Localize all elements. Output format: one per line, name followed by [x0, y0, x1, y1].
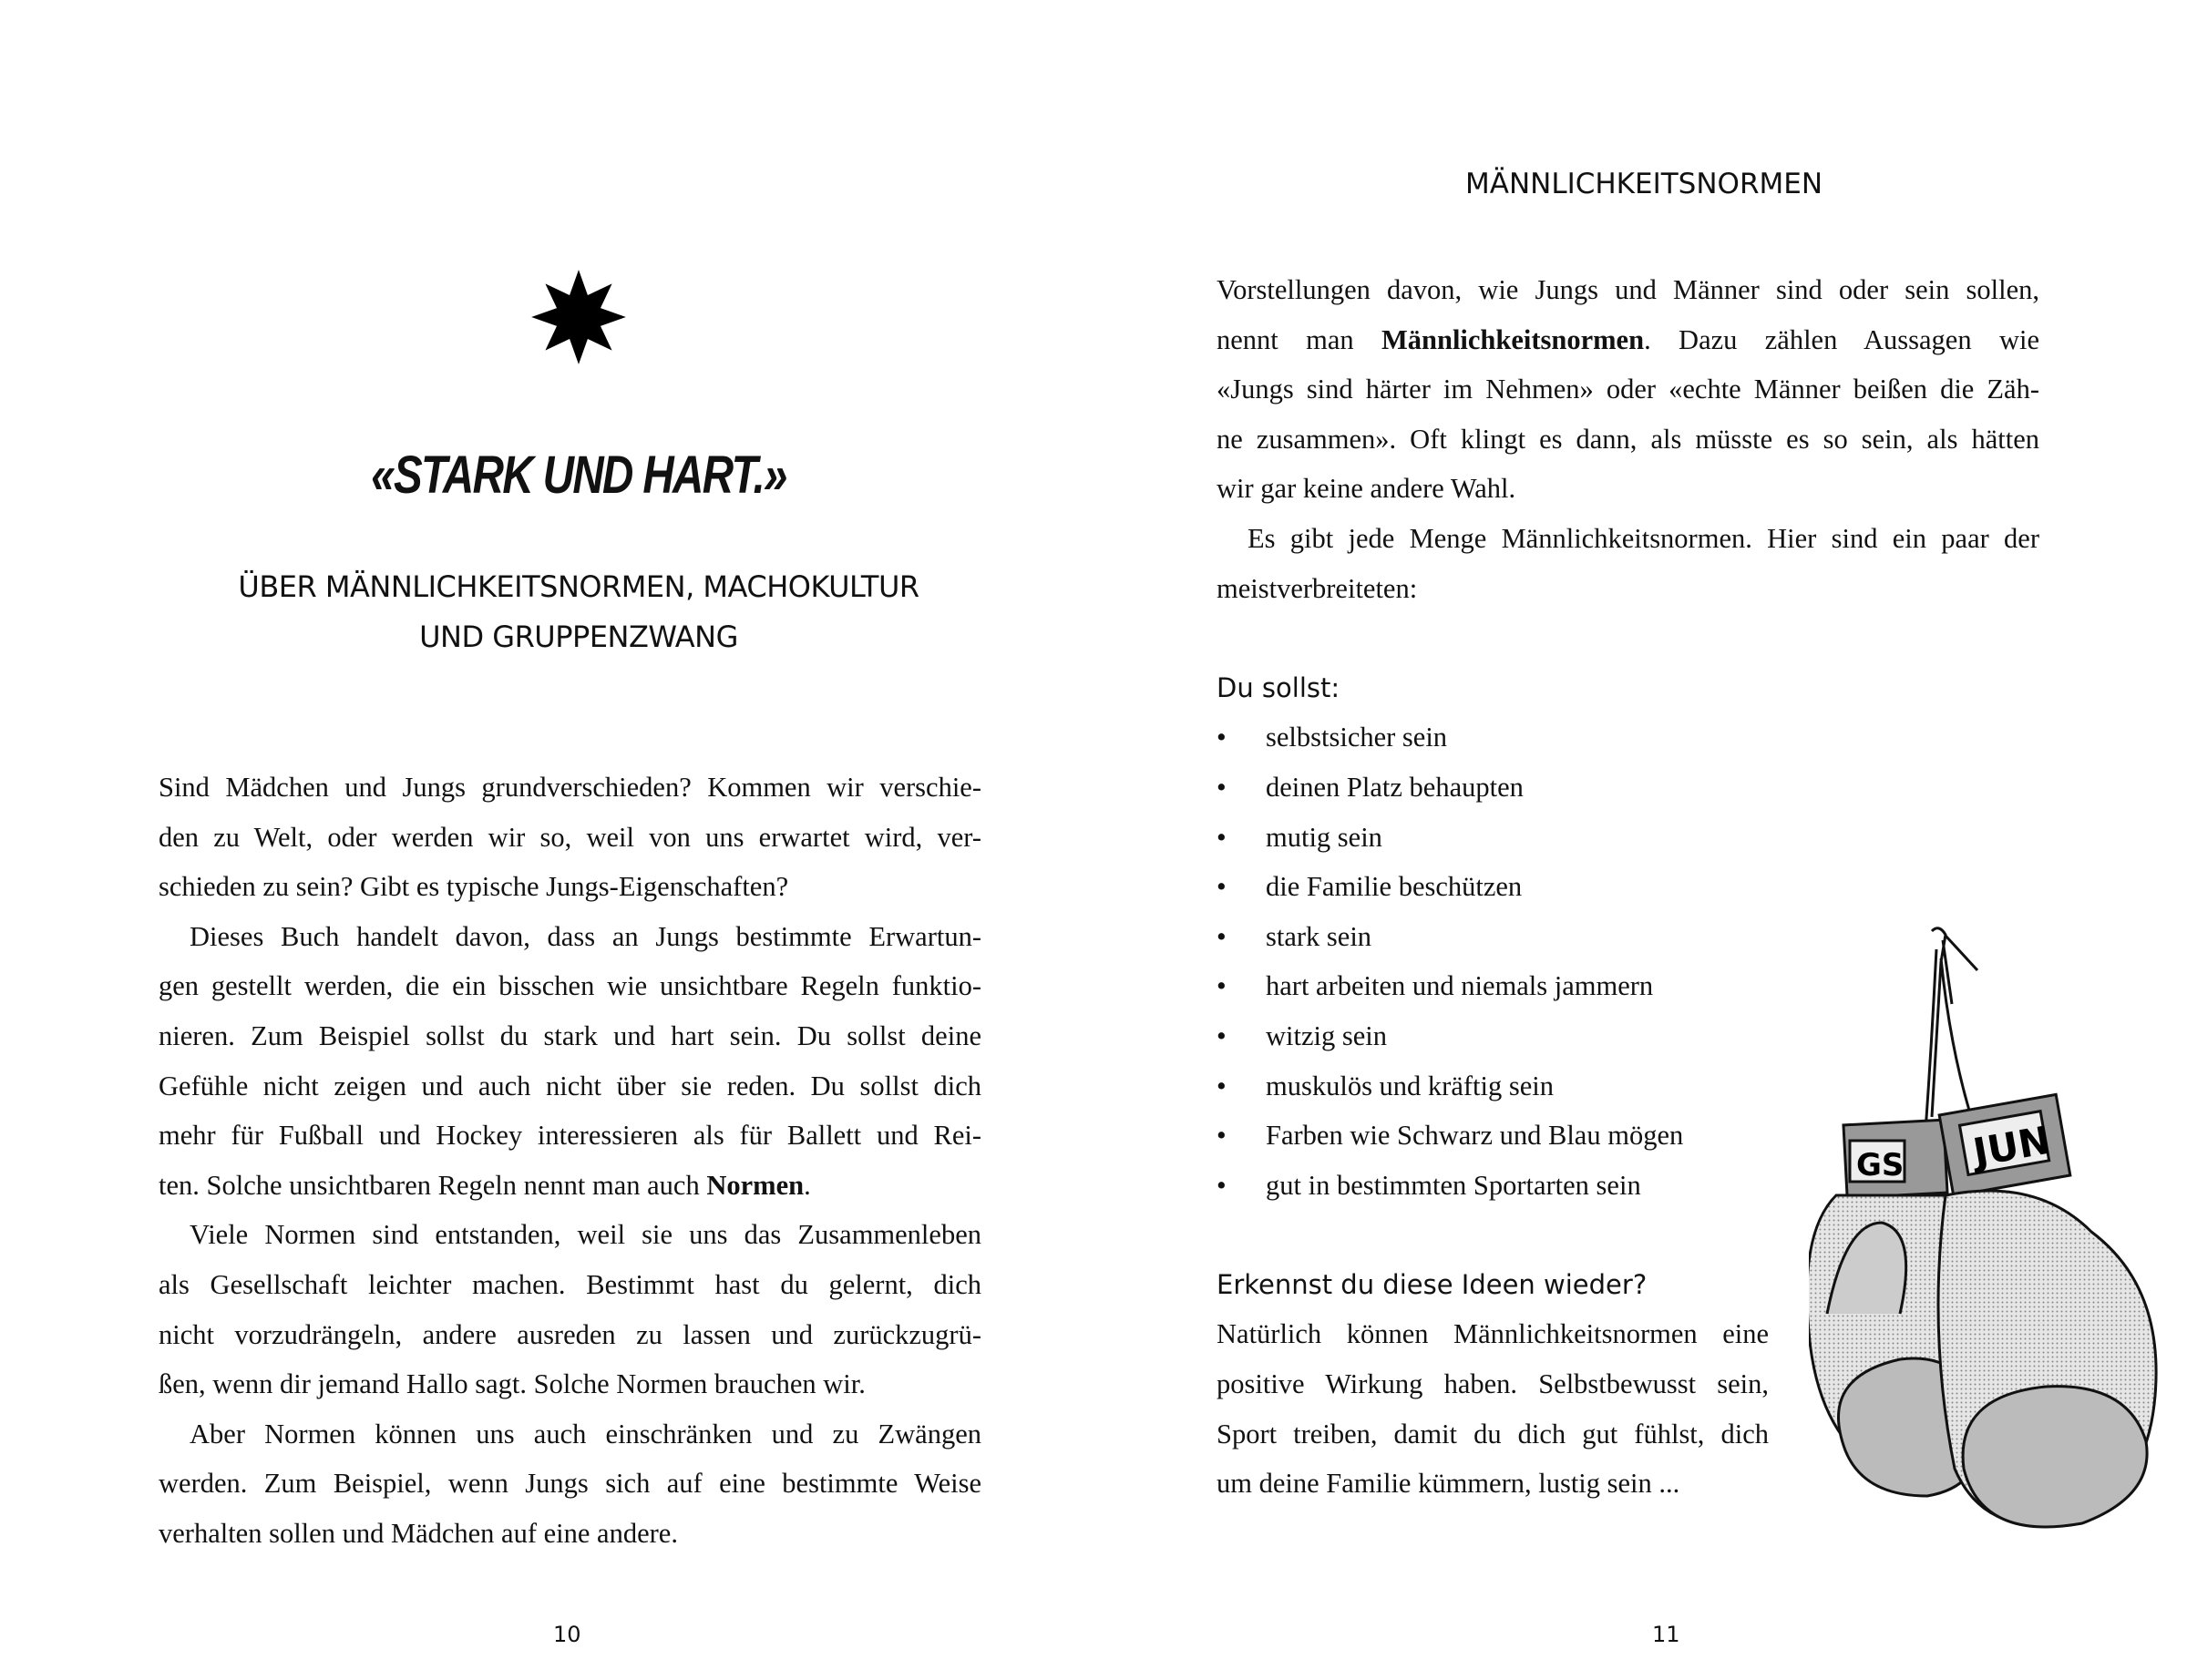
subtitle-line: ÜBER MÄNNLICHKEITSNORMEN, MACHOKULTUR: [238, 569, 919, 604]
text-line: Viele Normen sind entstanden, weil sie uns das Zusammenleben: [190, 1219, 981, 1251]
text-line: Aber Normen können uns auch einschränken und zu Zwängen: [190, 1418, 981, 1450]
text-segment: .: [804, 1169, 811, 1201]
bullet-icon: •: [1217, 871, 1227, 903]
bullet-icon: •: [1217, 1070, 1227, 1101]
list-item: [1217, 813, 2039, 863]
list-item-text: mutig sein: [1266, 821, 1382, 853]
glove-label-left: GS: [1856, 1147, 1905, 1183]
bullet-icon: •: [1217, 722, 1227, 753]
text-line: Dieses Buch handelt davon, dass an Jungs bestimmte Erwartun-: [190, 920, 981, 952]
text-line: Es gibt jede Menge Männlichkeitsnormen. Hier sind ein paar der: [1248, 522, 2039, 554]
bullet-icon: •: [1217, 1169, 1227, 1201]
blank-line: [1217, 613, 2039, 663]
text-line: den zu Welt, oder werden wir so, weil von uns erwartet wird, ver-: [159, 821, 981, 853]
page-number-left: 10: [553, 1622, 581, 1647]
star-icon: [529, 268, 628, 366]
list-item-text: selbstsicher sein: [1266, 722, 1448, 753]
text-line: um deine Familie kümmern, lustig sein ...: [1217, 1468, 1680, 1500]
text-line: Sind Mädchen und Jungs grundverschieden? Kommen wir verschie-: [159, 772, 981, 803]
bullet-icon: •: [1217, 1019, 1227, 1051]
page-number-right: 11: [1652, 1622, 1680, 1647]
text-line: gen gestellt werden, die ein bisschen wie unsichtbare Regeln funktio-: [159, 970, 981, 1002]
text-line: Gefühle nicht zeigen und auch nicht über sie reden. Du sollst dich: [159, 1070, 981, 1101]
text-segment: ten. Solche unsichtbaren Regeln nennt man auch: [159, 1169, 707, 1201]
text-line: wir gar keine andere Wahl.: [1217, 473, 1516, 505]
list-item-text: deinen Platz behaupten: [1266, 771, 1524, 803]
text-line: [1217, 315, 2039, 365]
list-heading: Du sollst:: [1217, 671, 1340, 703]
right-page: [1094, 0, 2187, 1680]
bullet-icon: •: [1217, 970, 1227, 1002]
subtitle-line: UND GRUPPENZWANG: [419, 620, 738, 654]
text-line: ne zusammen». Oft klingt es dann, als müsste es so sein, als hätten: [1217, 423, 2039, 455]
list-item-text: hart arbeiten und niemals jammern: [1266, 970, 1654, 1002]
list-item-text: gut in bestimmten Sportarten sein: [1266, 1169, 1641, 1201]
text-line: positive Wirkung haben. Selbstbewusst sein,: [1217, 1368, 1769, 1400]
glove-label-right: JUN: [1969, 1117, 2054, 1175]
list-item-text: witzig sein: [1266, 1019, 1387, 1051]
text-line: [159, 1161, 981, 1211]
text-line: ßen, wenn dir jemand Hallo sagt. Solche Normen brauchen wir.: [159, 1368, 866, 1400]
bullet-icon: •: [1217, 771, 1227, 803]
text-line: Natürlich können Männlichkeitsnormen eine: [1217, 1318, 1769, 1350]
chapter-subtitle: [0, 562, 1157, 662]
text-line: Sport treiben, damit du dich gut fühlst, dich: [1217, 1418, 1769, 1450]
running-head: MÄNNLICHKEITSNORMEN: [1464, 168, 1823, 200]
chapter-title: «STARK UND HART.»: [371, 446, 786, 505]
text-segment: nennt man: [1217, 323, 1381, 355]
text-line: werden. Zum Beispiel, wenn Jungs sich auf eine bestimmte Weise: [159, 1468, 981, 1500]
list-item-text: Farben wie Schwarz und Blau mögen: [1266, 1120, 1684, 1152]
text-line: mehr für Fußball und Hockey interessieren als für Ballett und Rei-: [159, 1120, 981, 1152]
question-heading: Erkennst du diese Ideen wieder?: [1217, 1268, 1648, 1300]
text-segment: . Dazu zählen Aussagen wie: [1644, 323, 2039, 355]
bold-term: Normen: [706, 1169, 805, 1201]
text-line: verhalten sollen und Mädchen auf eine andere.: [159, 1517, 678, 1549]
text-line: Vorstellungen davon, wie Jungs und Männer sind oder sein sollen,: [1217, 274, 2039, 305]
boxing-gloves-illustration: [1809, 922, 2164, 1542]
text-line: «Jungs sind härter im Nehmen» oder «echte Männer beißen die Zäh-: [1217, 374, 2039, 405]
list-item: [1217, 862, 2039, 912]
list-item-text: muskulös und kräftig sein: [1266, 1070, 1554, 1101]
bullet-icon: •: [1217, 920, 1227, 952]
text-line: als Gesellschaft leichter machen. Bestimmt hast du gelernt, dich: [159, 1268, 981, 1300]
bullet-icon: •: [1217, 1120, 1227, 1152]
list-item: [1217, 712, 2039, 763]
bullet-icon: •: [1217, 821, 1227, 853]
list-item-text: stark sein: [1266, 920, 1372, 952]
text-line: schieden zu sein? Gibt es typische Jungs-Eigenschaften?: [159, 871, 789, 903]
list-item: [1217, 763, 2039, 813]
left-body-text: [159, 763, 981, 1559]
text-line: meistverbreiteten:: [1217, 572, 1418, 604]
text-line: nieren. Zum Beispiel sollst du stark und hart sein. Du sollst deine: [159, 1019, 981, 1051]
bold-term: Männlichkeitsnormen: [1381, 323, 1645, 355]
text-line: nicht vorzudrängeln, andere ausreden zu lassen und zurückzugrü-: [159, 1318, 981, 1350]
list-item-text: die Familie beschützen: [1266, 871, 1523, 903]
